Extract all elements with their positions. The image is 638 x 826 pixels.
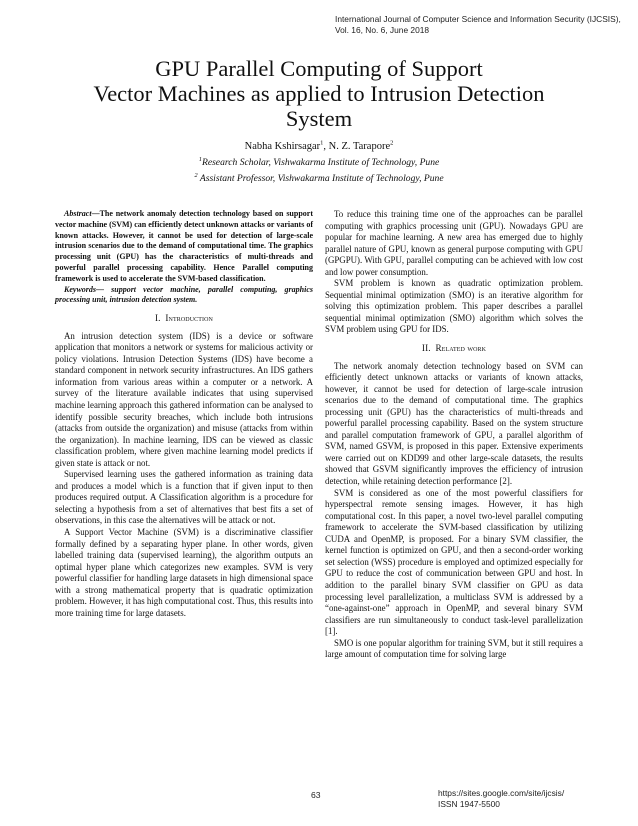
affiliation-2-text: Assistant Professor, Vishwakarma Institute of Technology, Pune: [197, 173, 444, 184]
journal-volume: Vol. 16, No. 6, June 2018: [335, 25, 430, 35]
left-column: [55, 209, 313, 619]
abstract-text: —The network anomaly detection technology based on support vector machine (SVM) can efficiently detect unknown attacks or variants of known attacks. However, it cannot be used for detection of large-scale intrusion scenarios due to the demand of computational time. The graphics processing unit (GPU) has the characteristics of multi-threads and powerful parallel processing capability. Hence Parallel computing framework is used to accelerate the SVM-based classification.: [55, 209, 313, 283]
affiliation-1: [0, 157, 638, 169]
title-line-3: System: [285, 106, 353, 131]
title-line-2: Vector Machines as applied to Intrusion Detection: [93, 81, 545, 106]
paragraph: The network anomaly detection technology based on SVM can efficiently detect unknown attacks or variants of known attacks, however, it cannot be used for detection of large-scale intrusion scenarios due to the demand of computational time. The graphics processing unit (GPU) has the characteristics of multi-threads and powerful parallel processing capability. Based on the system structure and parallel computation framework of GPU, a parallel algorithm of SVM, named GSVM, is proposed in this paper. Extensive experiments were carried out on KDD99 and other large-scale datasets, the results showed that GSVM significantly improves the efficiency of intrusion detection, while retaining detection performance [2].: [325, 360, 583, 487]
footer-info: [438, 788, 564, 810]
affiliation-2-marker: 2: [194, 171, 198, 179]
section-number: II.: [421, 343, 431, 354]
paragraph: SVM is considered as one of the most powerful classifiers for hyperspectral remote sensing images. However, it has high computational cost. In this paper, a novel two-level parallel computing framework to accelerate the SVM-based classification by utilizing CUDA and OpenMP, is proposed. For a binary SVM classifier, the kernel function is optimized on GPU, and then a second-order working set selection (WSS) procedure is employed and optimized especially for GPU to reduce the cost of communication between GPU and host. In addition to the parallel binary SVM classifier on GPU as data processing level parallelization, a multiclass SVM is addressed by a “one-against-one” approach in OpenMP, and several binary SVM classifiers are run simultaneously to conduct task-level parallelization [1].: [325, 487, 583, 637]
author-2-marker: 2: [390, 139, 394, 147]
affiliation-1-marker: 1: [198, 155, 202, 163]
section-number: I.: [155, 313, 161, 324]
keywords: Keywords— support vector machine, parallel computing, graphics processing unit, intrusion detection system.: [55, 284, 313, 305]
page-number: 63: [311, 790, 321, 800]
paper-title: [40, 56, 598, 131]
section-heading-related-work: [325, 343, 583, 355]
author-1: Nabha Kshirsagar: [244, 141, 321, 152]
section-title: Introduction: [165, 313, 213, 324]
paragraph: A Support Vector Machine (SVM) is a discriminative classifier formally defined by a separating hyper plane. In other words, given labelled training data (supervised learning), the algorithm outputs an optimal hyper plane which categorizes new examples. SVM is very powerful classifier for handling large datasets in high dimensional space with a strong mathematical property that is quadratic optimization problem. However, it has high computational cost. Thus, this results into more training time for large datasets.: [55, 527, 313, 618]
paragraph: To reduce this training time one of the approaches can be parallel computing with graphics processing unit (GPU). Nowadays GPU are popular for machine learning. A new area has emerged due to highly parallel nature of GPU, known as general purpose computing with GPU (GPGPU). With GPU, parallel computing can be achieved with low cost and low power consumption.: [325, 209, 583, 277]
abstract: [55, 209, 313, 285]
author-separator: ,: [323, 141, 329, 152]
section-title: Related work: [435, 343, 487, 354]
abstract-lead: Abstract: [64, 209, 92, 218]
paragraph: Supervised learning uses the gathered information as training data and produces a model which is a function that if given input to then produces required output. A Classification algorithm is a procedure for selecting a hypothesis from a set of alternatives that best fits a set of observations, in this case the alternatives will be attack or not.: [55, 469, 313, 526]
section-heading-introduction: [55, 313, 313, 325]
affiliation-2: [0, 173, 638, 185]
footer-url: https://sites.google.com/site/ijcsis/: [438, 788, 565, 798]
title-line-1: GPU Parallel Computing of Support: [155, 56, 483, 81]
author-list: [0, 140, 638, 153]
author-2: N. Z. Tarapore: [328, 141, 391, 152]
author-1-marker: 1: [320, 139, 324, 147]
paragraph: SVM problem is known as quadratic optimization problem. Sequential minimal optimization (SMO) is an iterative algorithm for solving this optimization problem. This paper describes a parallel sequential minimal optimization (SMO) algorithm which solves the SVM problem using GPU for IDS.: [325, 278, 583, 335]
right-column: [325, 209, 583, 661]
journal-name: International Journal of Computer Science and Information Security (IJCSIS),: [335, 14, 621, 24]
footer-issn: ISSN 1947-5500: [438, 799, 500, 809]
paragraph: SMO is one popular algorithm for training SVM, but it still requires a large amount of computation time for solving large: [325, 637, 583, 660]
affiliation-1-text: Research Scholar, Vishwakarma Institute of Technology, Pune: [201, 157, 440, 168]
journal-header: [335, 14, 625, 36]
paragraph: An intrusion detection system (IDS) is a device or software application that monitors a network or systems for malicious activity or policy violations. Intrusion Detection Systems (IDS) have become a standard component in network security infrastructures. An IDS gathers information from various areas within a computer or a network. A survey of the literature available indicates that using supervised machine learning approach this gathered information can be analysed to identify possible security breaches, which include both intrusions (attacks from outside the organization) and misuse (attacks from within the organization). In machine learning, IDS can be viewed as classic classification problem, where given machine learning model predicts if given state is attack or not.: [55, 330, 313, 468]
